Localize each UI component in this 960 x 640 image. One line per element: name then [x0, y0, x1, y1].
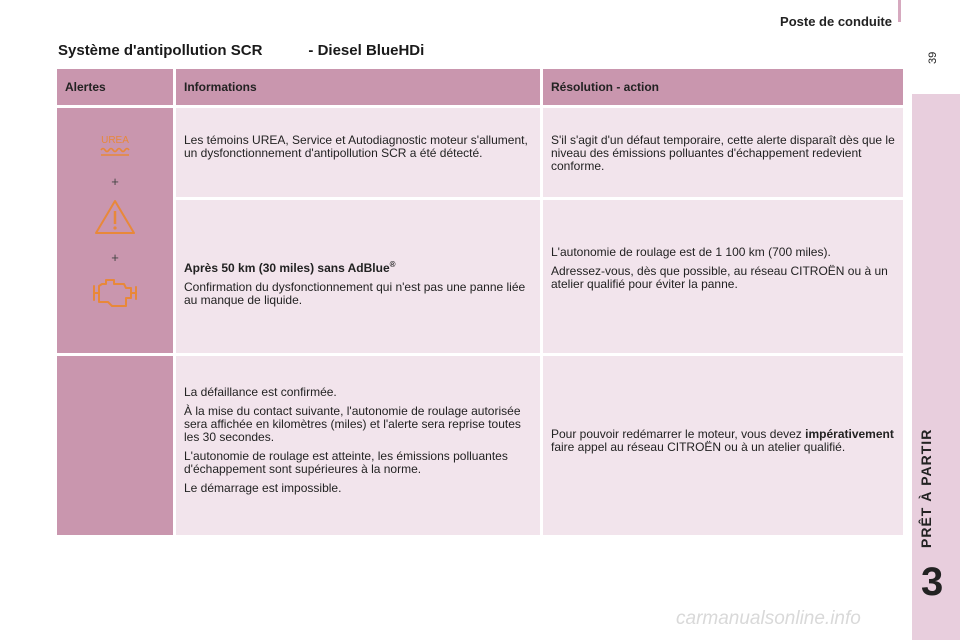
header-informations: Informations [176, 69, 543, 108]
table-row [57, 356, 903, 538]
alerts-table [57, 69, 903, 538]
section-title: Poste de conduite [780, 14, 892, 29]
chapter-side-label: PRÊT À PARTIR [918, 428, 934, 548]
alert-icons-cell [57, 108, 176, 356]
row3-resolution-cell [543, 356, 903, 538]
row1-resolution-text: S'il s'agit d'un défaut temporaire, cette alerte disparaît dès que le niveau des émissions polluantes d'échappement redevient conforme. [551, 133, 895, 173]
warning-triangle-icon [57, 198, 173, 239]
engine-check-icon [57, 274, 173, 313]
row1-resolution-cell [543, 108, 903, 200]
row3-info-text-1: La défaillance est confirmée. [184, 385, 337, 399]
title-main: Système d'antipollution SCR [58, 42, 263, 59]
row2-resolution-cell [543, 200, 903, 356]
table-row [57, 108, 903, 200]
row2-info-cell [176, 200, 543, 356]
chapter-number: 3 [921, 560, 944, 604]
header-resolution: Résolution - action [543, 69, 903, 108]
chapter-side-tab [912, 94, 960, 640]
row2-resolution-text-1: L'autonomie de roulage est de 1 100 km (700 miles). [551, 245, 831, 259]
row1-info-text: Les témoins UREA, Service et Autodiagnostic moteur s'allument, un dysfonctionnement d'antipollution SCR a été détecté. [184, 133, 528, 160]
row2-resolution-text-2: Adressez-vous, dès que possible, au réseau CITROËN ou à un atelier qualifié pour éviter la panne. [551, 264, 888, 291]
table-header-row [57, 69, 903, 108]
table-row [57, 200, 903, 356]
watermark: carmanualsonline.info [676, 608, 861, 629]
plus-sign: + [111, 174, 119, 189]
header-accent-bar [898, 0, 901, 22]
row3-info-text-2: À la mise du contact suivante, l'autonomie de roulage autorisée sera affichée en kilomètres (miles) et l'alerte sera reprise toutes les 30 secondes. [184, 404, 521, 444]
row3-resolution-text: Pour pouvoir redémarrer le moteur, vous devez impérativement faire appel au réseau CITROËN ou à un atelier qualifié. [551, 427, 894, 454]
urea-warning-icon [57, 132, 173, 163]
row2-info-text: Confirmation du dysfonctionnement qui n'est pas une panne liée au manque de liquide. [184, 280, 526, 307]
row3-info-text-4: Le démarrage est impossible. [184, 481, 342, 495]
row2-info-heading: Après 50 km (30 miles) sans AdBlue® [184, 260, 396, 275]
header-alerts: Alertes [57, 69, 176, 108]
alert-empty-cell [57, 356, 176, 538]
row3-info-text-3: L'autonomie de roulage est atteinte, les émissions polluantes d'échappement sont supérieures à la norme. [184, 449, 508, 476]
svg-text:UREA: UREA [101, 135, 129, 146]
row3-info-cell [176, 356, 543, 538]
page-number: 39 [927, 51, 939, 64]
plus-sign: + [111, 250, 119, 265]
title-sub: - Diesel BlueHDi [308, 42, 425, 59]
document-title [58, 42, 424, 59]
row1-info-cell [176, 108, 543, 200]
